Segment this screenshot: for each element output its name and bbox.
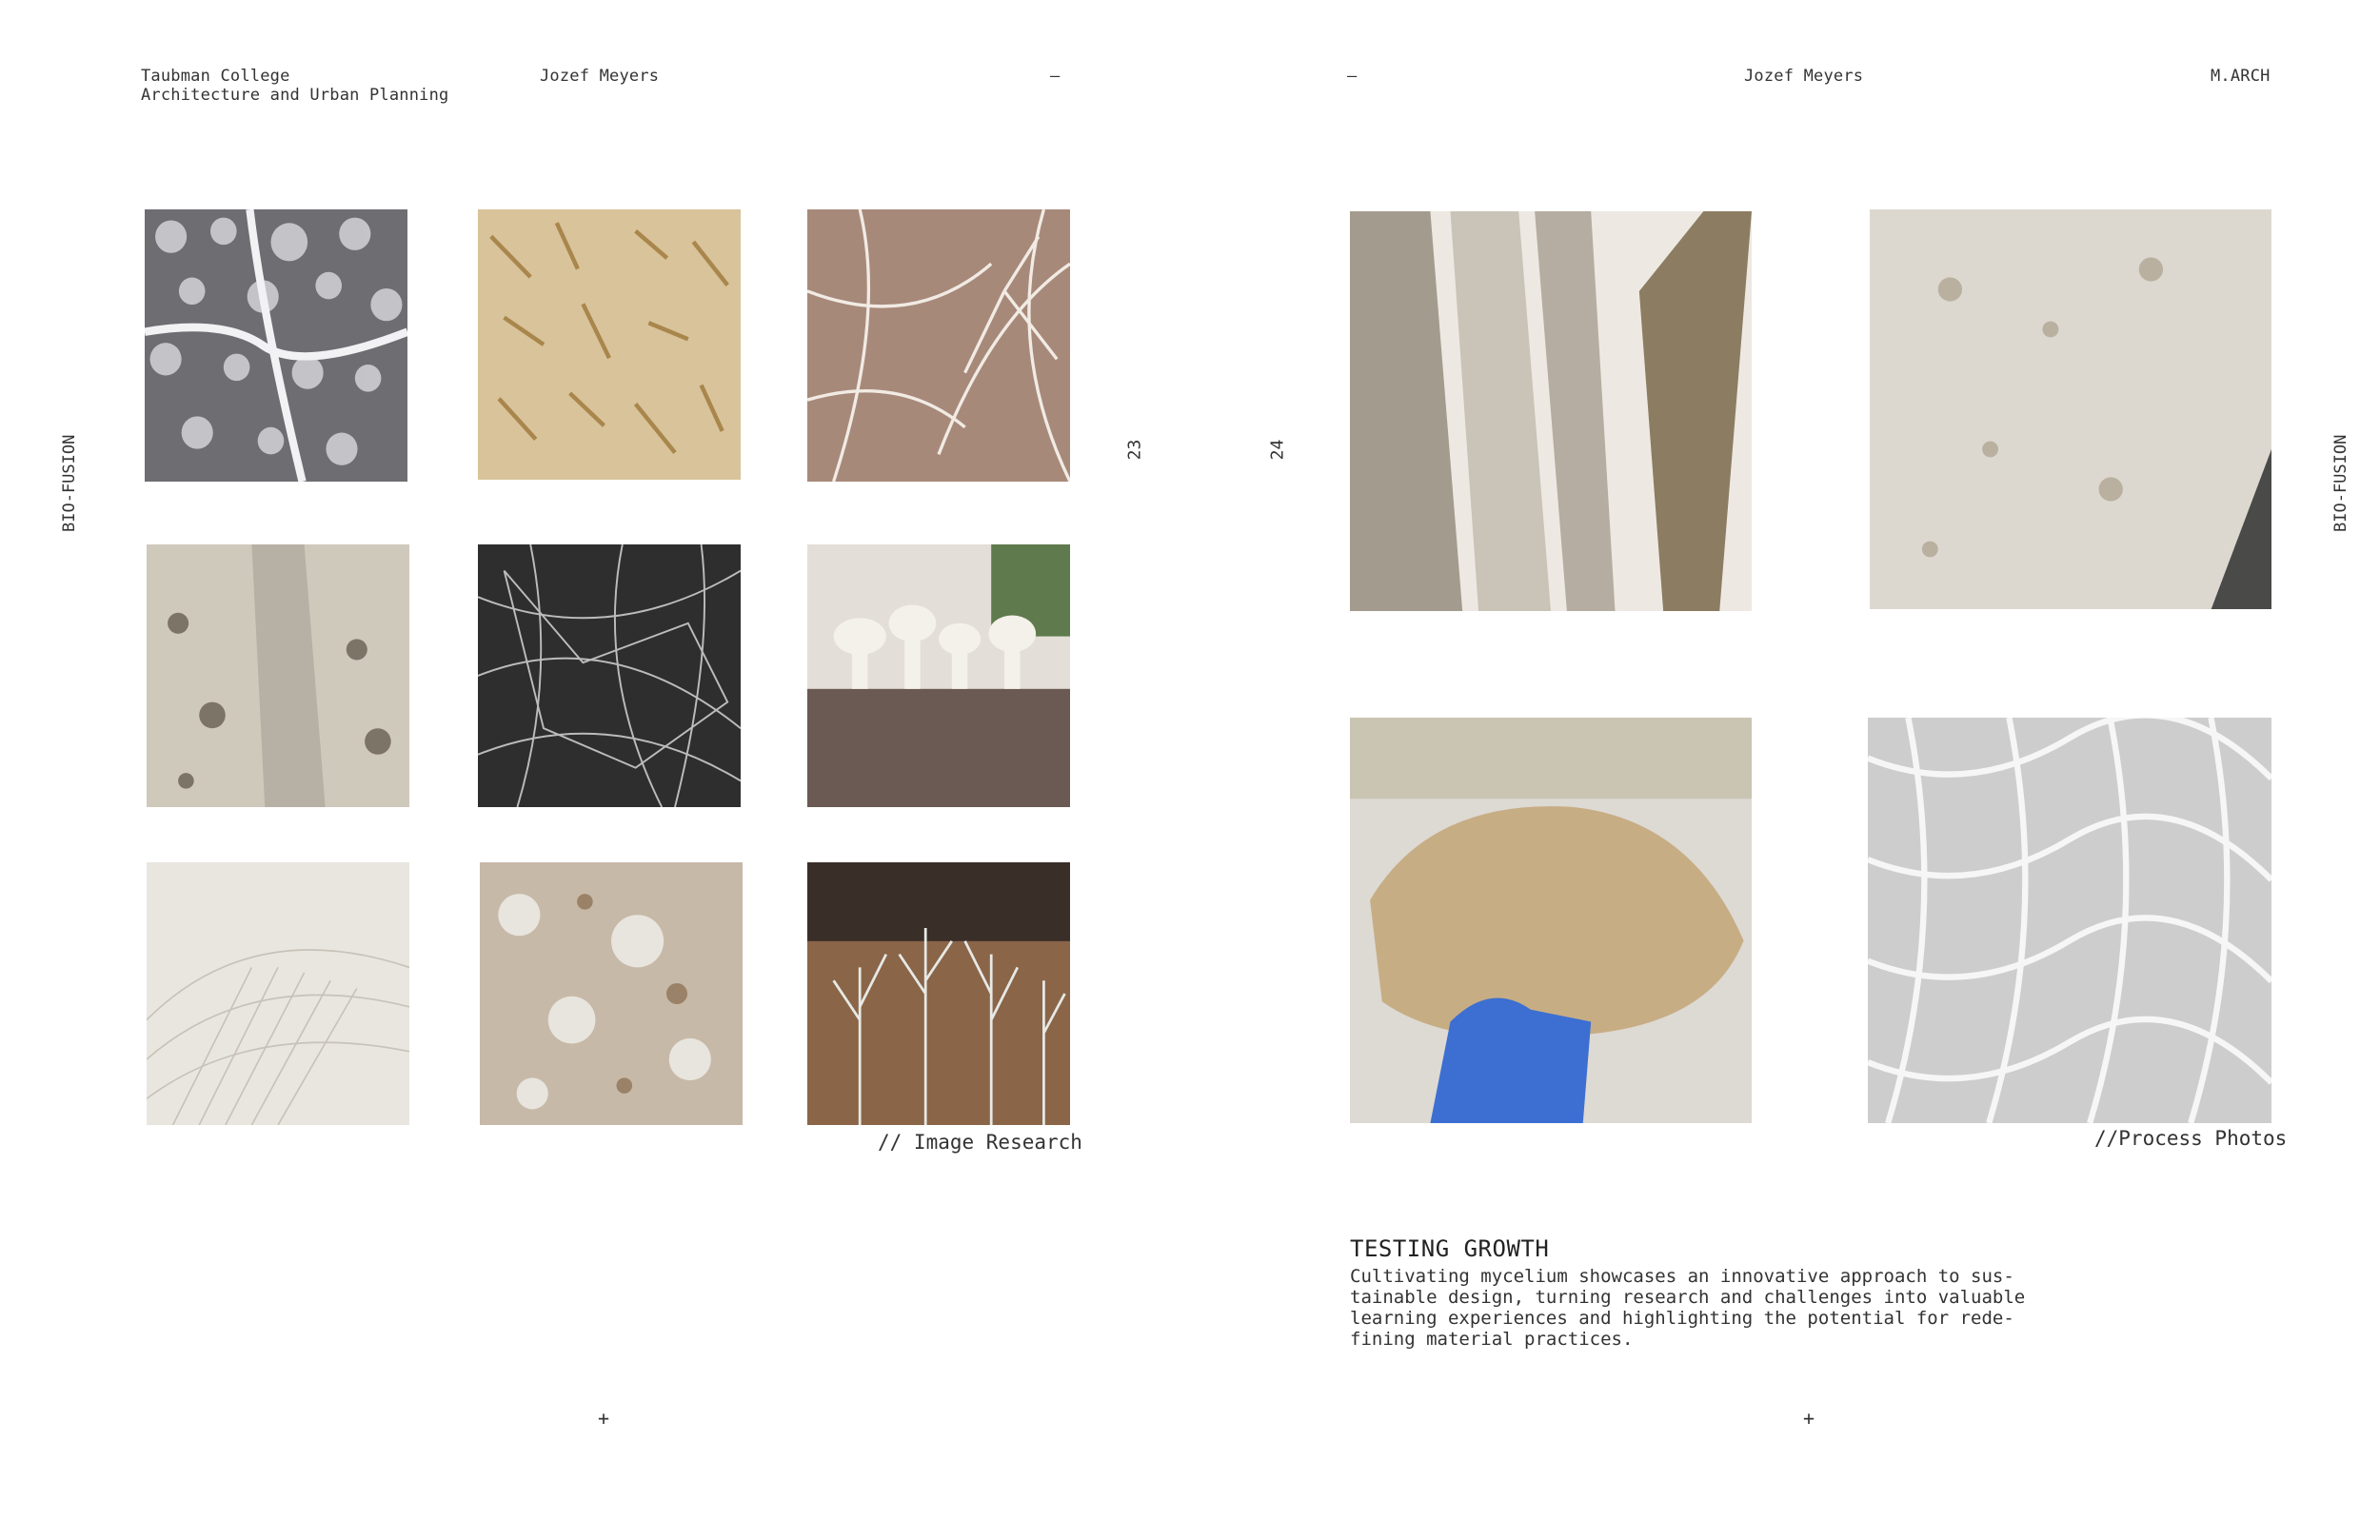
body-line: fining material practices. xyxy=(1350,1329,1634,1350)
header-dash-left: – xyxy=(1050,67,1061,86)
branching-mycelium-photo xyxy=(807,862,1070,1125)
page-number-right: 24 xyxy=(1267,439,1288,461)
straw-substrate-photo xyxy=(478,209,741,480)
process-photos-caption: //Process Photos xyxy=(2094,1127,2288,1150)
body-line: tainable design, turning research and challenges into valuable xyxy=(1350,1287,2026,1308)
institution-line-1: Taubman College xyxy=(141,67,290,86)
mycelium-network-photo xyxy=(145,209,407,482)
side-label-left: BIO-FUSION xyxy=(60,434,79,532)
header-dash-right: – xyxy=(1347,67,1358,86)
image-research-caption: // Image Research xyxy=(878,1131,1082,1154)
author-name-right: Jozef Meyers xyxy=(1744,67,1864,86)
body-line: Cultivating mycelium showcases an innovative approach to sus- xyxy=(1350,1266,2014,1287)
institution-line-2: Architecture and Urban Planning xyxy=(141,86,449,105)
mycelium-lattice-photo xyxy=(1868,718,2271,1123)
institution-name xyxy=(141,67,448,105)
section-title: TESTING GROWTH xyxy=(1350,1235,1550,1262)
body-line: learning experiences and highlighting the potential for rede- xyxy=(1350,1308,2014,1329)
footer-mark-right: + xyxy=(1803,1407,1815,1430)
oyster-mushroom-gills-photo xyxy=(147,862,409,1125)
footer-mark-left: + xyxy=(598,1407,610,1430)
page-number-left: 23 xyxy=(1124,439,1145,461)
author-name-left: Jozef Meyers xyxy=(540,67,660,86)
mycelium-tray-photo xyxy=(1870,209,2271,609)
mycelium-bricks-photo xyxy=(1350,211,1752,611)
mycelium-hyphae-photo xyxy=(807,209,1070,482)
dark-mycelium-web-photo xyxy=(478,544,741,807)
body-text xyxy=(1350,1266,2035,1350)
degree-label: M.ARCH xyxy=(2211,67,2271,86)
side-label-right: BIO-FUSION xyxy=(2331,434,2350,532)
gloved-hand-mycelium-photo xyxy=(1350,718,1752,1123)
mycelium-panel-photo xyxy=(147,544,409,807)
white-mushrooms-photo xyxy=(807,544,1070,807)
mycelium-substrate-texture-photo xyxy=(480,862,743,1125)
